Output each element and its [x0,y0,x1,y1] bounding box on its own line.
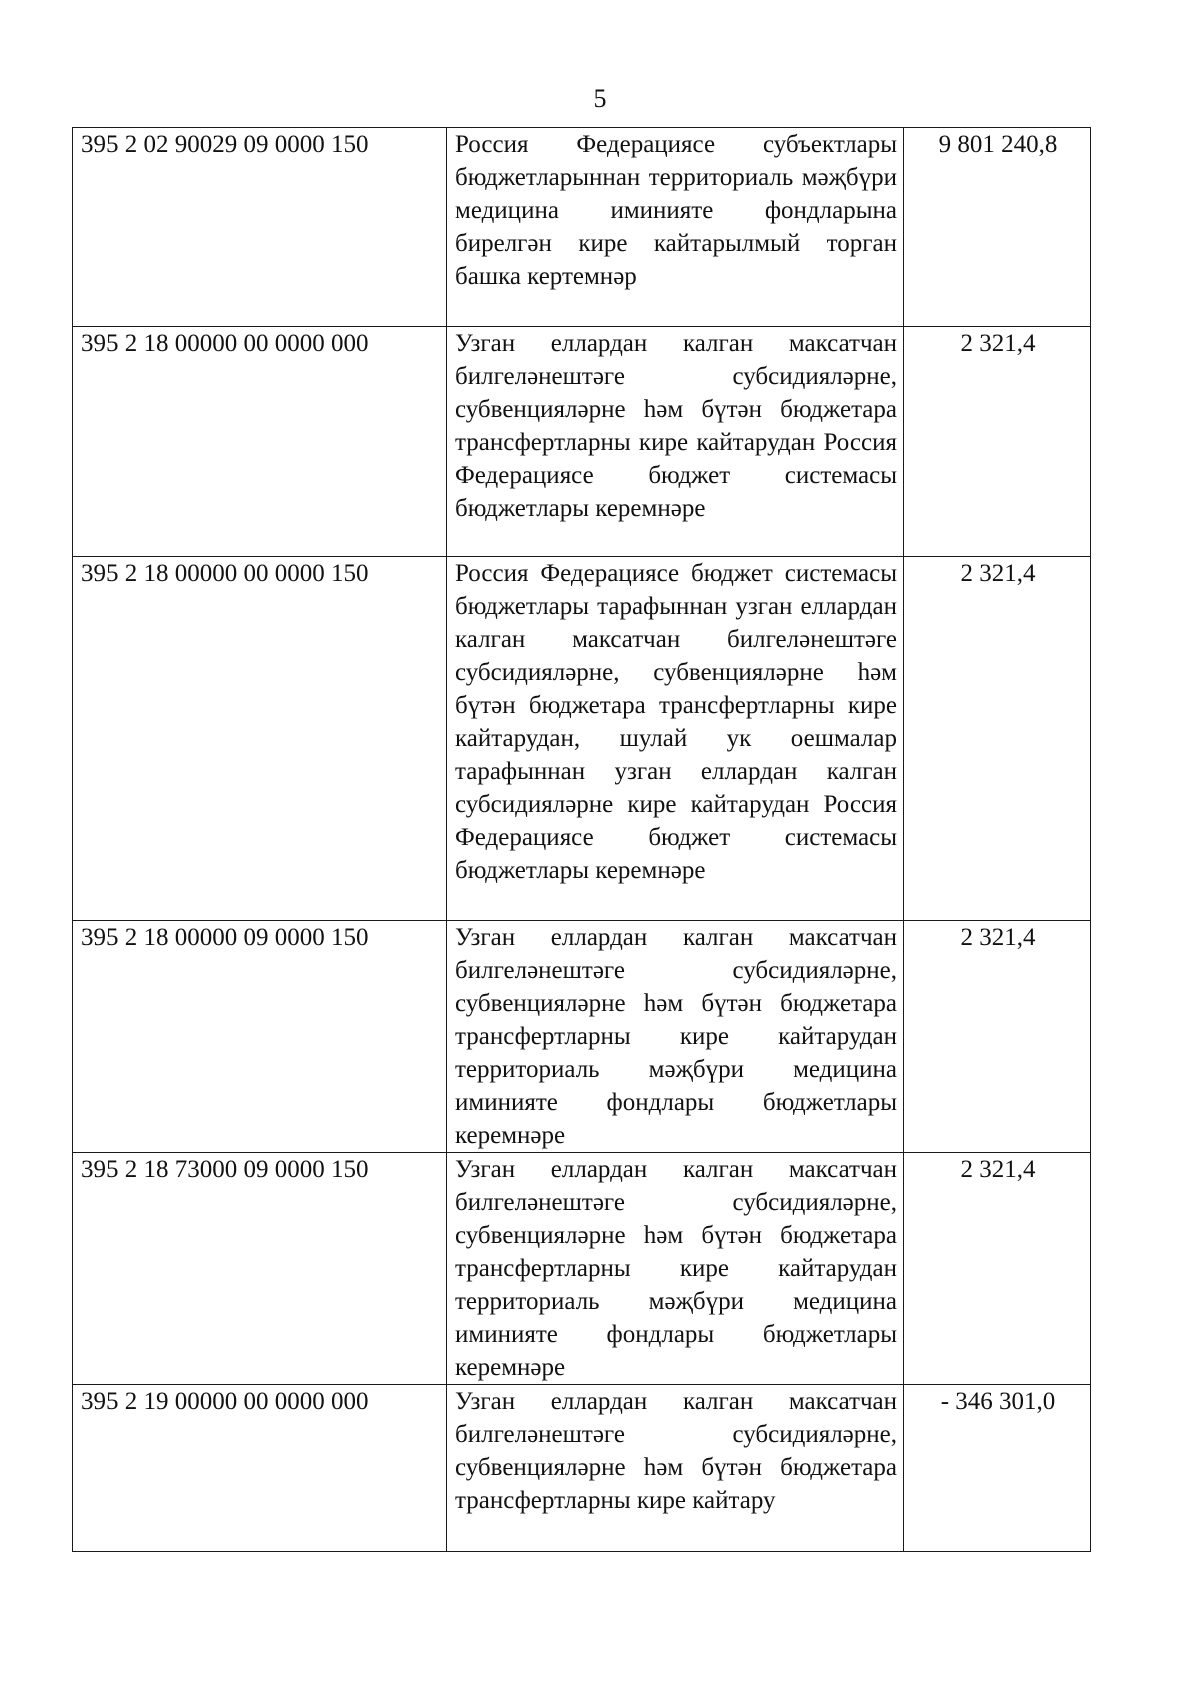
description-cell: Узган еллардан калган максатчан билгеләнештәге субсидияләрне, субвенцияләрне һәм бүтән бюджетара трансфертларны кире кайтарудан Россия Федерациясе бюджет системасы бюджетлары керемнәре [447,327,904,557]
budget-code-cell: 395 2 02 90029 09 0000 150 [73,128,447,327]
table-row [73,128,1091,327]
description-cell: Россия Федерациясе субъектлары бюджетларыннан территориаль мәҗбүри медицина иминияте фондларына бирелгән кире кайтарылмый торган башка кертемнәр [447,128,904,327]
budget-code-cell: 395 2 18 73000 09 0000 150 [73,1153,447,1385]
table-row [73,1153,1091,1385]
budget-classification-table [72,127,1091,1552]
table-row [73,921,1091,1153]
amount-cell: - 346 301,0 [904,1385,1091,1552]
description-cell: Узган еллардан калган максатчан билгеләнештәге субсидияләрне, субвенцияләрне һәм бүтән бюджетара трансфертларны кире кайтарудан территориаль мәҗбүри медицина иминияте фондлары бюджетлары керемнәре [447,1153,904,1385]
table-row [73,327,1091,557]
page-number: 5 [593,84,607,113]
table-row [73,1385,1091,1552]
amount-cell: 2 321,4 [904,921,1091,1153]
description-cell: Узган еллардан калган максатчан билгеләнештәге субсидияләрне, субвенцияләрне һәм бүтән бюджетара трансфертларны кире кайтарудан территориаль мәҗбүри медицина иминияте фондлары бюджетлары керемнәре [447,921,904,1153]
budget-code-cell: 395 2 18 00000 00 0000 000 [73,327,447,557]
description-cell: Россия Федерациясе бюджет системасы бюджетлары тарафыннан узган еллардан калган максатчан билгеләнештәге субсидияләрне, субвенцияләрне һәм бүтән бюджетара трансфертларны кире кайтарудан, шулай ук оешмалар тарафыннан узган еллардан калган субсидияләрне кире кайтарудан Россия Федерациясе бюджет системасы бюджетлары керемнәре [447,557,904,921]
description-cell: Узган еллардан калган максатчан билгеләнештәге субсидияләрне, субвенцияләрне һәм бүтән бюджетара трансфертларны кире кайтару [447,1385,904,1552]
amount-cell: 2 321,4 [904,327,1091,557]
amount-cell: 9 801 240,8 [904,128,1091,327]
budget-code-cell: 395 2 19 00000 00 0000 000 [73,1385,447,1552]
amount-cell: 2 321,4 [904,557,1091,921]
table-row [73,557,1091,921]
amount-cell: 2 321,4 [904,1153,1091,1385]
budget-code-cell: 395 2 18 00000 09 0000 150 [73,921,447,1153]
budget-code-cell: 395 2 18 00000 00 0000 150 [73,557,447,921]
